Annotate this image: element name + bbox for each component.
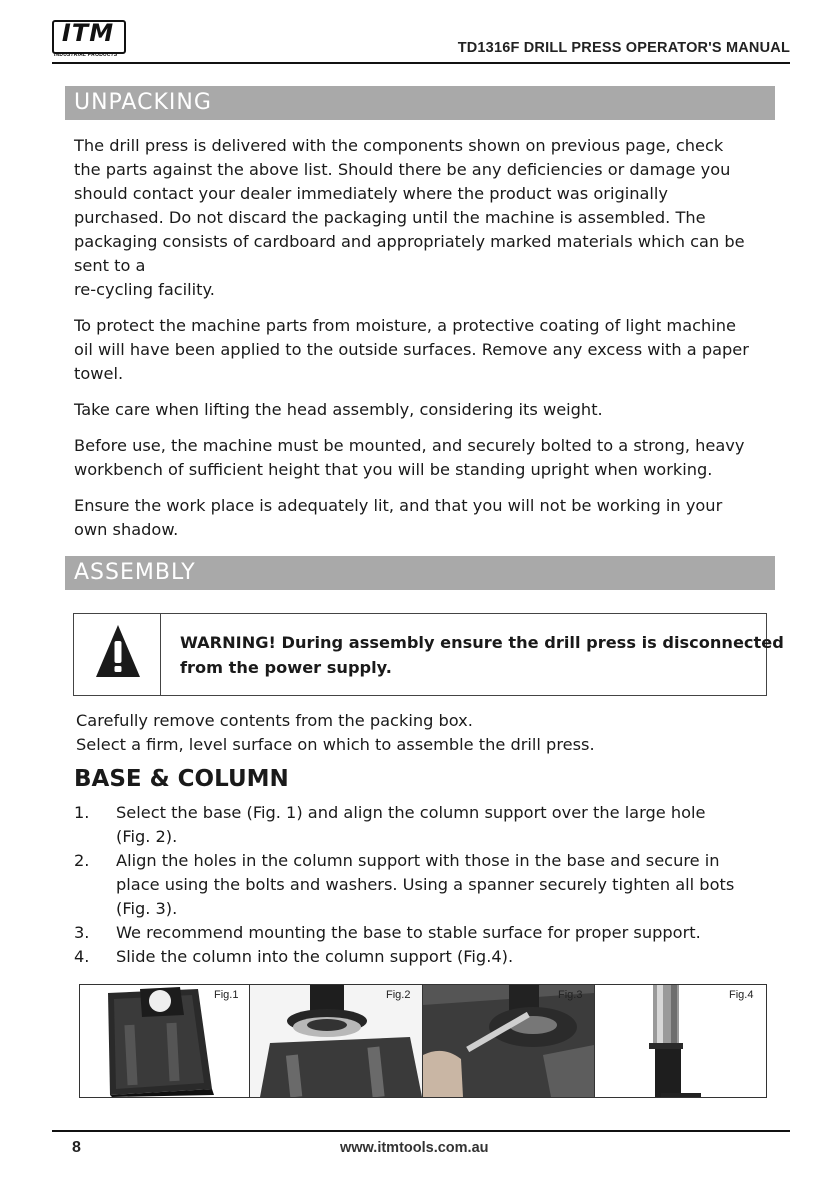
step-number: 1.: [74, 803, 90, 822]
text-line: should contact your dealer immediately where the product was originally: [74, 184, 668, 203]
text-line: WARNING! During assembly ensure the drill press is disconnected: [180, 633, 784, 652]
unpacking-paragraph-5: [74, 494, 782, 542]
text-line: re-cycling facility.: [74, 280, 215, 299]
text-line: place using the bolts and washers. Using a spanner securely tighten all bots: [116, 875, 735, 894]
assembly-intro: [76, 709, 784, 757]
figure-2-column-support-image: [250, 985, 422, 1097]
figure-4-label: Fig.4: [729, 989, 754, 1001]
text-line: own shadow.: [74, 520, 179, 539]
document-title: TD1316F DRILL PRESS OPERATOR'S MANUAL: [457, 40, 790, 56]
text-line: workbench of sufficient height that you will be standing upright when working.: [74, 460, 713, 479]
figure-2-label: Fig.2: [386, 989, 411, 1001]
figure-1-base-image: [80, 985, 248, 1097]
text-line: Carefully remove contents from the packing box.: [76, 711, 473, 730]
footer-divider: [52, 1130, 790, 1132]
step-number: 4.: [74, 947, 90, 966]
step-2: [74, 849, 782, 921]
figure-1-label: Fig.1: [214, 989, 239, 1001]
warning-divider: [160, 613, 161, 696]
warning-icon: [95, 623, 141, 679]
unpacking-paragraph-2: [74, 314, 776, 386]
subheading-base-column: BASE & COLUMN: [74, 766, 289, 792]
unpacking-paragraph-4: [74, 434, 782, 482]
section-title-assembly: ASSEMBLY: [74, 560, 196, 585]
unpacking-paragraph-3: Take care when lifting the head assembly, considering its weight.: [74, 400, 603, 419]
text-line: Align the holes in the column support with those in the base and secure in: [116, 851, 720, 870]
section-title-unpacking: UNPACKING: [74, 90, 212, 115]
text-line: (Fig. 2).: [116, 827, 178, 846]
text-line: The drill press is delivered with the components shown on previous page, check: [74, 136, 724, 155]
header-divider: [52, 62, 790, 64]
step-3: [74, 921, 782, 945]
step-1: [74, 801, 782, 849]
text-line: Before use, the machine must be mounted, and securely bolted to a strong, heavy: [74, 436, 745, 455]
text-line: oil will have been applied to the outside surfaces. Remove any excess with a paper: [74, 340, 749, 359]
text-line: Ensure the work place is adequately lit, and that you will not be working in your: [74, 496, 723, 515]
text-line: from the power supply.: [180, 658, 392, 677]
figure-3-spanner-image: [423, 985, 594, 1097]
logo: ITM: [61, 19, 115, 47]
website-link[interactable]: www.itmtools.com.au: [340, 1140, 489, 1156]
text-line: packaging consists of cardboard and appropriately marked materials which can be: [74, 232, 745, 251]
unpacking-paragraph-1: [74, 134, 782, 302]
text-line: the parts against the above list. Should there be any deficiencies or damage you: [74, 160, 731, 179]
step-number: 2.: [74, 851, 90, 870]
text-line: To protect the machine parts from moisture, a protective coating of light machine: [74, 316, 736, 335]
text-line: Select a firm, level surface on which to assemble the drill press.: [76, 735, 595, 754]
warning-text: [180, 630, 784, 680]
logo-tagline: INDUSTRIAL PRODUCTS: [54, 52, 118, 58]
text-line: purchased. Do not discard the packaging until the machine is assembled. The: [74, 208, 706, 227]
text-line: Slide the column into the column support (Fig.4).: [116, 947, 514, 966]
text-line: Select the base (Fig. 1) and align the column support over the large hole: [116, 803, 706, 822]
text-line: towel.: [74, 364, 124, 383]
page-number: 8: [72, 1139, 81, 1156]
text-line: sent to a: [74, 256, 146, 275]
text-line: (Fig. 3).: [116, 899, 178, 918]
figure-4-column-image: [595, 985, 765, 1097]
figure-3-label: Fig.3: [558, 989, 583, 1001]
step-number: 3.: [74, 923, 90, 942]
step-4: [74, 945, 782, 969]
text-line: We recommend mounting the base to stable surface for proper support.: [116, 923, 701, 942]
